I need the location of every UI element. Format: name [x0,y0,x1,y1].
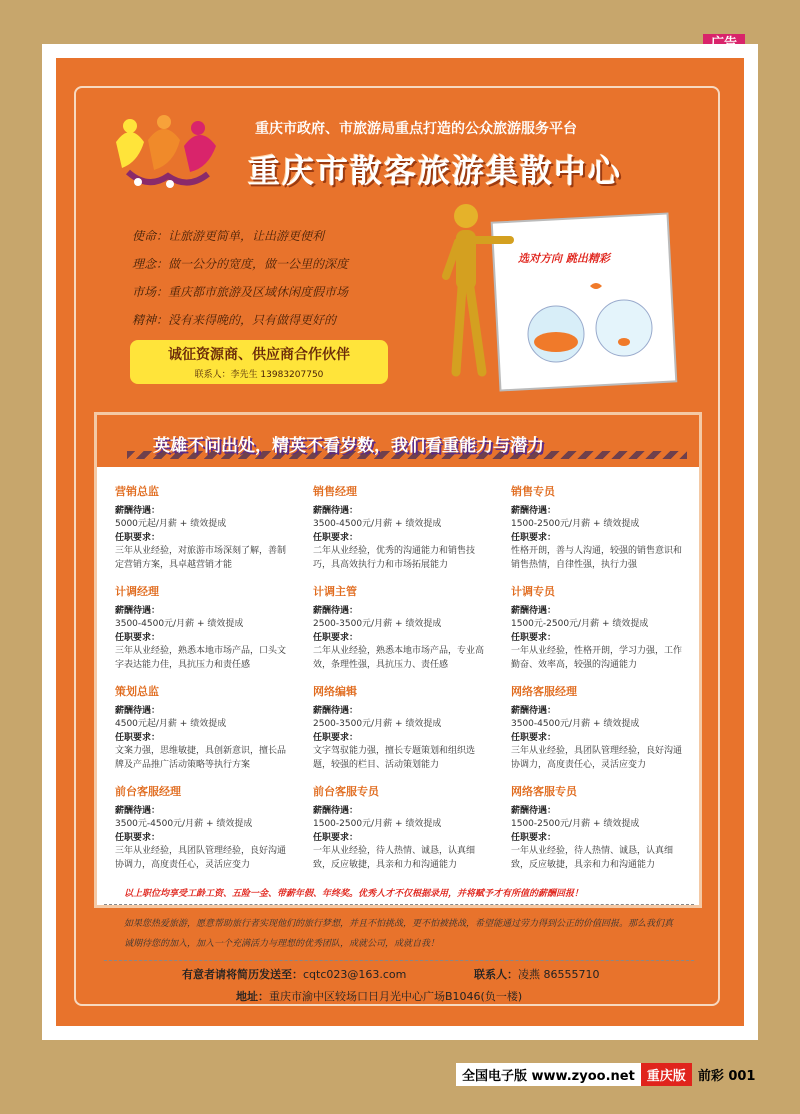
job-item: 策划总监 薪酬待遇： 4500元起/月薪 + 绩效提成 任职要求： 文案力强，思维敏捷，具创新意识，擅长品牌及产品推广活动策略等执行方案 [115,685,293,772]
job-item: 营销总监 薪酬待遇： 5000元起/月薪 + 绩效提成 任职要求： 三年从业经验，对旅游市场深刻了解，善制定营销方案，具卓越营销才能 [115,485,293,572]
page-footer [456,1063,761,1085]
contact-address: 地址：重庆市渝中区较场口日月光中心广场B1046(负一楼) [236,990,523,1003]
email-link[interactable]: cqtc023@163.com [303,968,407,981]
job-item: 销售经理 薪酬待遇： 3500-4500元/月薪 + 绩效提成 任职要求： 二年从业经验，优秀的沟通能力和销售技巧，具高效执行力和市场拓展能力 [313,485,491,572]
job-item: 计调经理 薪酬待遇： 3500-4500元/月薪 + 绩效提成 任职要求： 三年从业经验，熟悉本地市场产品，口头文字表达能力佳，具抗压力和责任感 [115,585,293,672]
job-title: 网络编辑 [313,685,357,698]
job-item: 计调专员 薪酬待遇： 1500元-2500元/月薪 + 绩效提成 任职要求： 一年从业经验，性格开朗，学习力强，工作勤奋、效率高，较强的沟通能力 [511,585,689,672]
partner-title: 诚征资源商、供应商合作伙伴 [168,347,350,363]
recruitment-paragraph: 如果您热爱旅游，愿意帮助旅行者实现他们的旅行梦想，并且不怕挑战，更不怕被挑战，希望能通过劳力得到公正的价值回报。那么我们真诚期待您的加入，加入一个充满活力与理想的优秀团队，成就公司，成就自我！ [124,919,674,949]
footer-site[interactable]: 全国电子版 www.zyoo.net [456,1063,641,1086]
job-item: 前台客服专员 薪酬待遇： 1500-2500元/月薪 + 绩效提成 任职要求： 一年从业经验，待人热情、诚恳，认真细致，反应敏捷，具亲和力和沟通能力 [313,785,491,872]
job-title: 销售经理 [313,485,357,498]
benefits-note: 以上职位均享受工龄工资、五险一金、带薪年假、年终奖。优秀人才不仅根据录用，并将赋予才有所值的薪酬回报！ [124,889,584,899]
job-title: 计调经理 [115,585,159,598]
header-slogan: 重庆市政府、市旅游局重点打造的公众旅游服务平台 [255,121,577,137]
job-title: 网络客服经理 [511,685,577,698]
partner-contact: 联系人：李先生 13983207750 [194,370,324,380]
header-title: 重庆市散客旅游集散中心 [248,152,623,190]
job-title: 策划总监 [115,685,159,698]
golden-figure-illustration [440,196,680,392]
contact-email: 有意者请将简历发送至：cqtc023@163.com [182,968,407,981]
job-title: 前台客服经理 [115,785,181,798]
job-item: 销售专员 薪酬待遇： 1500-2500元/月薪 + 绩效提成 任职要求： 性格开朗，善与人沟通，较强的销售意识和销售热情，自律性强，执行力强 [511,485,689,572]
banner-text: 英雄不问出处，精英不看岁数，我们看重能力与潜力 [153,436,544,456]
mission-item: 使命：让旅游更简单，让出游更便利 [132,229,325,243]
mission-list [132,222,432,334]
divider [104,960,694,961]
job-title: 前台客服专员 [313,785,379,798]
job-item: 计调主管 薪酬待遇： 2500-3500元/月薪 + 绩效提成 任职要求： 二年从业经验，熟悉本地市场产品，专业高效，条理性强，具抗压力、责任感 [313,585,491,672]
footer-region-badge: 重庆版 [641,1063,692,1086]
job-item: 前台客服经理 薪酬待遇： 3500元-4500元/月薪 + 绩效提成 任职要求： 三年从业经验，具团队管理经验，良好沟通协调力，高度责任心，灵活应变力 [115,785,293,872]
job-item: 网络客服经理 薪酬待遇： 3500-4500元/月薪 + 绩效提成 任职要求： 三年从业经验，具团队管理经验，良好沟通协调力，高度责任心，灵活应变力 [511,685,689,772]
job-title: 营销总监 [115,485,159,498]
partner-box [130,340,388,384]
board-text: 选对方向 跳出精彩 [518,252,610,265]
banner [97,415,699,467]
job-title: 计调专员 [511,585,555,598]
divider [104,904,694,905]
mission-item: 市场：重庆都市旅游及区域休闲度假市场 [132,285,349,299]
job-title: 网络客服专员 [511,785,577,798]
logo-icon [108,112,226,192]
job-item: 网络客服专员 薪酬待遇： 1500-2500元/月薪 + 绩效提成 任职要求： 一年从业经验，待人热情、诚恳，认真细致，反应敏捷，具亲和力和沟通能力 [511,785,689,872]
contact-person: 联系人：凌燕 86555710 [474,968,600,981]
mission-item: 理念：做一公分的宽度，做一公里的深度 [132,257,349,271]
mission-item: 精神：没有来得晚的，只有做得更好的 [132,313,337,327]
footer-page-number: 前彩 001 [697,1069,756,1084]
job-item: 网络编辑 薪酬待遇： 2500-3500元/月薪 + 绩效提成 任职要求： 文字驾驭能力强，擅长专题策划和组织选题，较强的栏目、活动策划能力 [313,685,491,772]
job-title: 销售专员 [511,485,555,498]
job-listing-card [94,412,702,908]
job-title: 计调主管 [313,585,357,598]
